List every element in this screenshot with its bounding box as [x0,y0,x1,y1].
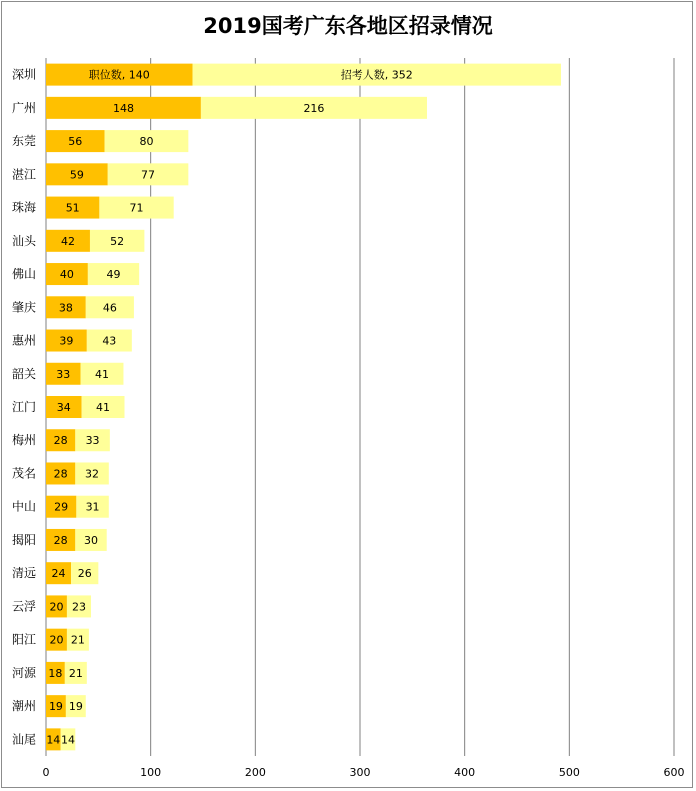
category-label: 肇庆 [11,300,37,315]
data-label-recruits: 52 [110,234,125,248]
category-label: 中山 [11,499,37,514]
data-label-recruits: 43 [102,334,117,348]
data-label-positions: 20 [49,600,64,614]
data-label-recruits: 21 [68,666,83,680]
data-label-recruits: 49 [106,268,121,282]
category-label: 河源 [11,665,37,680]
data-label-positions: 40 [59,268,74,282]
data-label-recruits: 19 [68,700,83,714]
data-label-positions: 33 [56,367,71,381]
data-label-recruits: 77 [141,168,156,182]
data-label-recruits: 80 [139,135,154,149]
gridlines [46,58,674,756]
data-label-positions: 29 [54,500,69,514]
category-label: 湛江 [11,167,37,182]
category-label: 云浮 [11,599,37,614]
data-label-positions: 56 [68,135,83,149]
x-tick-label: 300 [349,766,371,779]
category-label: 韶关 [11,366,37,381]
category-label: 珠海 [11,200,37,215]
data-label-positions: 38 [58,301,73,315]
data-label-recruits: 招考人数, 352 [340,68,413,82]
data-label-positions: 职位数, 140 [88,68,150,82]
data-label-positions: 24 [51,567,66,581]
x-tick-label: 600 [663,766,685,779]
category-label: 广州 [11,100,37,115]
category-label: 惠州 [11,333,37,348]
x-tick-label: 0 [42,766,50,779]
x-axis-ticks [43,766,685,779]
data-label-positions: 28 [53,434,68,448]
category-labels [12,68,37,747]
data-label-positions: 59 [69,168,84,182]
data-label-positions: 28 [53,533,68,547]
category-label: 潮州 [11,699,37,714]
category-label: 揭阳 [11,532,37,547]
data-label-positions: 51 [65,201,80,215]
data-label-recruits: 14 [60,733,75,747]
x-tick-label: 100 [140,766,162,779]
data-label-recruits: 31 [85,500,100,514]
data-label-recruits: 41 [94,367,109,381]
data-label-recruits: 32 [85,467,100,481]
data-label-positions: 19 [48,700,63,714]
category-label: 佛山 [11,267,37,282]
category-label: 阳江 [11,632,37,647]
chart-title: 2019国考广东各地区招录情况 [203,14,493,38]
x-tick-label: 400 [454,766,476,779]
data-label-recruits: 71 [129,201,144,215]
data-label-recruits: 21 [70,633,85,647]
data-label-recruits: 33 [85,434,100,448]
data-label-positions: 39 [59,334,74,348]
category-label: 东莞 [11,134,37,149]
data-label-positions: 18 [48,666,63,680]
data-label-recruits: 23 [71,600,86,614]
data-label-recruits: 30 [84,533,99,547]
x-tick-label: 500 [558,766,580,779]
category-label: 汕尾 [11,732,37,747]
data-label-positions: 42 [60,234,75,248]
data-label-positions: 28 [53,467,68,481]
data-label-recruits: 26 [77,567,92,581]
data-label-recruits: 216 [303,101,325,115]
x-tick-label: 200 [244,766,266,779]
data-label-recruits: 41 [96,401,111,414]
data-label-positions: 34 [56,401,71,414]
category-label: 江门 [11,400,37,414]
category-label: 汕头 [11,233,37,248]
data-label-positions: 20 [49,633,64,647]
data-label-positions: 14 [46,733,61,747]
data-label-recruits: 46 [102,301,117,315]
data-label-positions: 148 [112,101,134,115]
category-label: 梅州 [11,433,37,448]
bars [46,64,561,751]
category-label: 清远 [11,566,37,581]
category-label: 茂名 [11,466,37,481]
category-label: 深圳 [11,67,37,82]
